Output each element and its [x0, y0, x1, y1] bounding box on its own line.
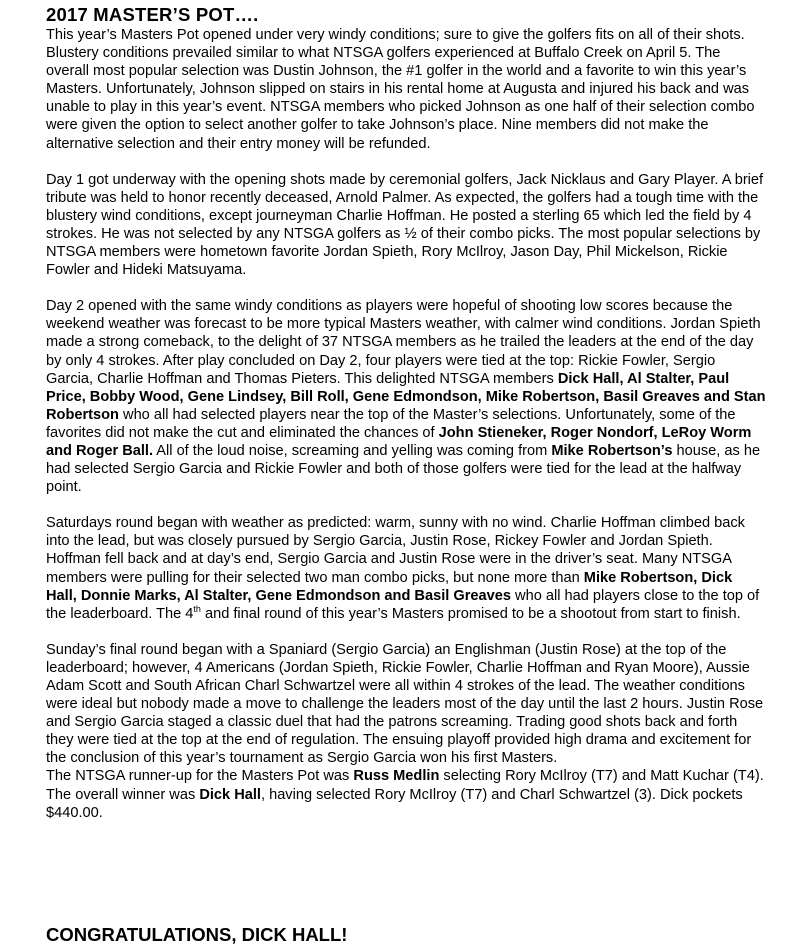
results-text-3: , having selected Rory McIlroy (T7) and Charl Schwartzel (3). Dick pockets $440.00.	[46, 786, 743, 821]
day2-members-eliminated: John Stieneker, Roger Nondorf, LeRoy Worm and Roger Ball.	[46, 424, 752, 459]
runner-up-name: Russ Medlin	[353, 768, 440, 785]
paragraph-sunday: Sunday’s final round began with a Spaniard (Sergio Garcia) an Englishman (Justin Rose) at the top of the leaderboard; however, 4 Americans (Jordan Spieth, Rickie Fowler, Charlie Hoffman and Ryan Moore), Aussie Adam Scott and South African Charl Schwartzel were all within 4 strokes of the lead. The weather conditions were ideal but nobody made a move to challenge the leaders most of the day until the last 2 hours. Justin Rose and Sergio Garcia staged a classic duel that had the patrons screaming. Trading good shots back and forth they were tied at the top at the end of regulation. The ensuing playoff provided high drama and excitement for the conclusion of this year’s tournament as Sergio Garcia won his first Masters.	[46, 641, 764, 767]
day2-text-3: All of the loud noise, screaming and yelling was coming from	[153, 442, 552, 459]
document-title: 2017 MASTER’S POT….	[46, 4, 259, 25]
paragraph-gap	[46, 623, 766, 641]
paragraph-opening: This year’s Masters Pot opened under very windy conditions; sure to give the golfers fits on all of their shots. Blustery conditions prevailed similar to what NTSGA golfers experienced at Buffalo Creek on April 5. The overall most popular selection was Dustin Johnson, the #1 golfer in the world and a favorite to win this year’s Masters. Unfortunately, Johnson slipped on stairs in his rental home at Augusta and injured his back and was unable to play in this year’s event. NTSGA members who picked Johnson as one half of their selection combo were given the option to select another golfer to take Johnson’s place. Nine members did not make the alternative selection and their entry money will be refunded.	[46, 27, 755, 152]
document-page	[46, 4, 766, 945]
day2-members-near-top: Dick Hall, Al Stalter, Paul Price, Bobby Wood, Gene Lindsey, Bill Roll, Gene Edmondson, Mike Robertson, Basil Greaves and Stan Robertson	[46, 370, 766, 423]
day2-text-4: house, as he had selected Sergio Garcia and Rickie Fowler and both of those golfers were tied for the lead at the halfway point.	[46, 442, 761, 496]
saturday-members: Mike Robertson, Dick Hall, Donnie Marks, Al Stalter, Gene Edmondson and Basil Greaves	[46, 569, 733, 604]
paragraph-saturday	[46, 514, 766, 623]
results-text-2: selecting Rory McIlroy (T7) and Matt Kuchar (T4). The overall winner was	[46, 768, 764, 803]
paragraph-gap	[46, 153, 766, 171]
results-text-1: The NTSGA runner-up for the Masters Pot was	[46, 768, 354, 785]
winner-name: Dick Hall	[199, 786, 261, 803]
paragraph-results	[46, 767, 766, 821]
paragraph-day-2	[46, 297, 766, 496]
day2-text-1: Day 2 opened with the same windy conditions as players were hopeful of shooting low scores because the weekend weather was forecast to be more typical Masters weather, with calmer wind conditions. Jordan Spieth made a strong comeback, to the delight of 37 NTSGA members as he trailed the leaders at the end of the day by only 4 strokes. After play concluded on Day 2, four players were tied at the top: Rickie Fowler, Sergio Garcia, Charlie Hoffman and Thomas Pieters. This delighted NTSGA members	[46, 298, 761, 387]
ordinal-suffix: th	[193, 603, 201, 614]
day2-member-loud: Mike Robertson’s	[551, 442, 673, 459]
saturday-text-2: who all had players close to the top of the leaderboard. The 4	[46, 587, 760, 622]
paragraph-gap	[46, 279, 766, 297]
paragraph-day-1: Day 1 got underway with the opening shots made by ceremonial golfers, Jack Nicklaus and Gary Player. A brief tribute was held to honor recently deceased, Arnold Palmer. As expected, the golfers had a tough time with the blustery wind conditions, except journeyman Charlie Hoffman. He posted a sterling 65 which led the field by 4 strokes. He was not selected by any NTSGA golfers as ½ of their combo picks. The most popular selections by NTSGA members were hometown favorite Jordan Spieth, Rory McIlroy, Jason Day, Phil Mickelson, Rickie Fowler and Hideki Matsuyama.	[46, 171, 764, 279]
paragraph-gap	[46, 496, 766, 514]
saturday-text-1: Saturdays round began with weather as predicted: warm, sunny with no wind. Charlie Hoffman climbed back into the lead, but was closely pursued by Sergio Garcia, Justin Rose, Rickey Fowler and Jordan Spieth. Hoffman fell back and at day’s end, Sergio Garcia and Justin Rose were in the driver’s seat. Many NTSGA members were pulling for their selected two man combo picks, but none more than	[46, 515, 745, 586]
saturday-text-3: and final round of this year’s Masters promised to be a shootout from start to finish.	[200, 605, 741, 622]
congratulations-heading: CONGRATULATIONS, DICK HALL!	[46, 924, 348, 945]
day2-text-2: who all had selected players near the top of the Master’s selections. Unfortunately, some of the favorites did not make the cut and eliminated the chances of	[46, 406, 736, 441]
